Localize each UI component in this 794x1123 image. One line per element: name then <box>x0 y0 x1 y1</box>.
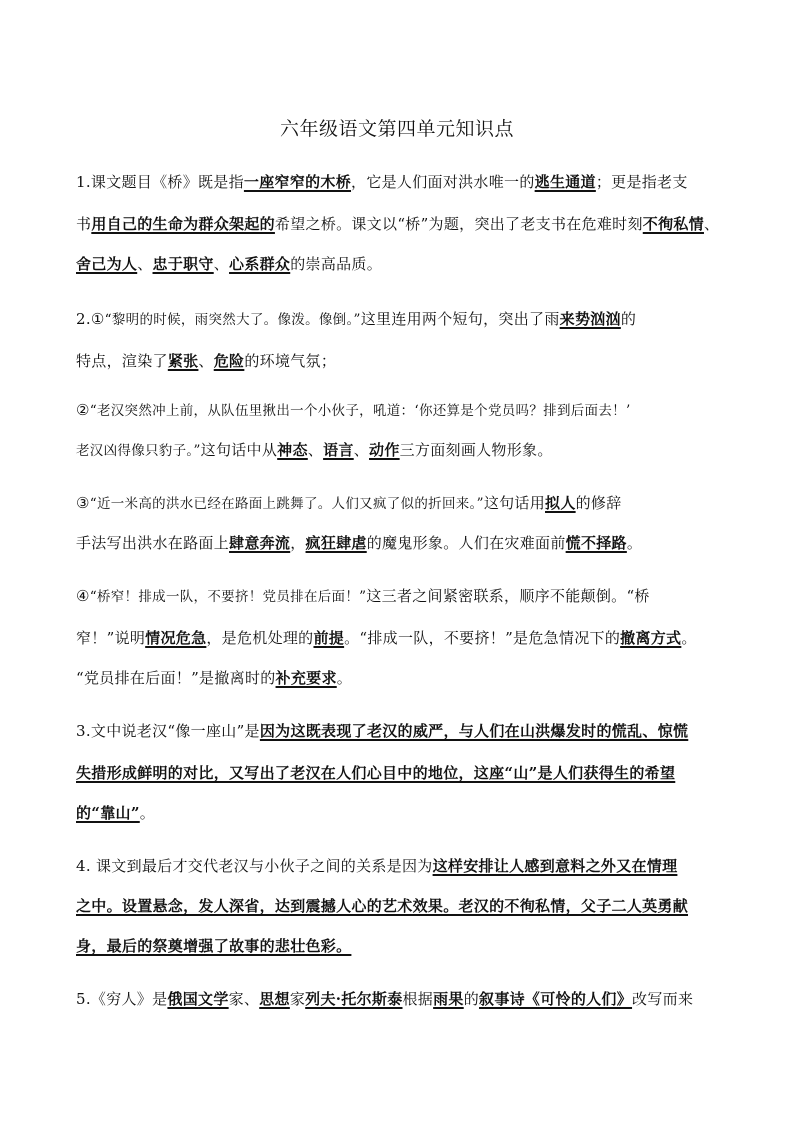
answer-key-text: 补充要求 <box>275 669 337 687</box>
text-segment: 的魔鬼形象。人们在灾难面前 <box>366 534 566 552</box>
text-line <box>76 855 726 877</box>
answer-key-text: 撤离方式 <box>620 629 682 647</box>
quoted-sentence: 老汉凶得像只豹子。” <box>76 443 201 459</box>
text-line <box>76 253 726 275</box>
quoted-sentence: “桥窄！排成一队，不要挤！党员排在后面！” <box>89 589 367 605</box>
text-segment: 书 <box>76 215 92 233</box>
answer-key-text: 文学 <box>198 990 229 1008</box>
text-segment: 家 <box>289 990 306 1008</box>
answer-key-text: 失措形成鲜明的对比，又写出了老汉在人们心目中的地位，这座“山”是人们获得生的希望 <box>76 764 676 782</box>
answer-key-text: 不徇私情 <box>642 215 704 233</box>
answer-key-text: 列夫·托尔斯泰 <box>305 990 403 1008</box>
quoted-sentence: “老汉突然冲上前，从队伍里揪出一个小伙子，吼道：‘你还算是个党员吗？排到后面去！’ <box>89 403 631 419</box>
text-segment: 3.文中说老汉“像一座山”是 <box>76 722 260 740</box>
text-segment: 的 <box>463 990 480 1008</box>
text-line <box>76 213 726 235</box>
answer-key-text: 之中。设置悬念，发人深省，达到震撼人心的艺术效果。老汉的不徇私情，父子二人英勇献 <box>76 897 689 915</box>
answer-key-text: 忠于职守 <box>152 255 214 273</box>
text-line <box>76 585 726 608</box>
text-segment: “党员排在后面！”是撤离时的 <box>76 669 276 687</box>
text-line <box>76 492 726 515</box>
text-segment: 希望之桥。课文以“桥”为题，突出了老支书在危难时刻 <box>274 215 643 233</box>
answer-key-text: 神态 <box>277 441 308 459</box>
text-segment: 、 <box>703 215 720 233</box>
answer-key-text: 舍己为人 <box>76 255 138 273</box>
text-segment: 的 <box>620 310 637 328</box>
answer-key-text: 慌不择路 <box>565 534 627 552</box>
text-segment: 4. 课文到最后才交代老汉与小伙子之间的关系是因为 <box>76 857 433 875</box>
text-line <box>76 439 726 462</box>
text-segment: 。 <box>626 534 643 552</box>
text-line <box>76 532 726 554</box>
text-segment: 手法写出洪水在路面上 <box>76 534 230 552</box>
answer-key-text: 前提 <box>313 629 345 647</box>
text-line <box>76 935 726 957</box>
text-segment: 。 <box>139 804 156 822</box>
answer-key-text: 俄国 <box>167 990 199 1008</box>
text-segment: 、 <box>213 255 230 273</box>
text-line <box>76 762 726 784</box>
answer-key-text: 因为这既表现了老汉的威严，与人们在山洪爆发时的慌乱、惊慌 <box>259 722 689 740</box>
text-segment: ③ <box>76 494 90 512</box>
answer-key-text: 思想 <box>259 990 290 1008</box>
text-line <box>76 171 726 193</box>
text-segment: 三方面刻画人物形象。 <box>399 441 553 459</box>
answer-key-text: 叙事诗《可怜的人们》 <box>479 990 633 1008</box>
text-segment: 特点，渲染了 <box>76 352 168 370</box>
text-segment: 、 <box>198 352 214 370</box>
answer-key-text: 的“靠山” <box>76 804 140 822</box>
answer-key-text: 拟人 <box>545 494 576 512</box>
answer-key-text: 逃生通道 <box>534 173 596 191</box>
text-segment: 。“排成一队，不要挤！”是危急情况下的 <box>344 629 621 647</box>
text-line <box>76 895 726 917</box>
text-segment: ④ <box>76 587 90 605</box>
text-segment: 这三者之间紧密联系，顺序不能颠倒。“桥 <box>366 587 650 605</box>
answer-key-text: 一座窄窄的木桥 <box>243 173 352 191</box>
text-segment: 、 <box>137 255 153 273</box>
text-segment: 的修辞 <box>575 494 622 512</box>
text-line <box>76 627 726 649</box>
answer-key-text: 疯狂肆虐 <box>305 534 367 552</box>
answer-key-text: 身，最后的祭奠增强了故事的悲壮色彩。 <box>76 937 352 955</box>
answer-key-text: 动作 <box>369 441 400 459</box>
text-segment: ，它是人们面对洪水唯一的 <box>351 173 535 191</box>
text-segment: 家、 <box>228 990 260 1008</box>
text-segment: ， <box>290 534 306 552</box>
text-line <box>76 350 726 372</box>
text-segment: 1.课文题目《桥》既是指 <box>76 173 244 191</box>
answer-key-text: 情况危急 <box>145 629 207 647</box>
text-segment: 。 <box>681 629 697 647</box>
text-segment: 窄！”说明 <box>76 629 146 647</box>
answer-key-text: 危险 <box>213 352 245 370</box>
text-line <box>76 988 726 1010</box>
answer-key-text: 这样安排让人感到意料之外又在情理 <box>432 857 678 875</box>
text-segment: 、 <box>353 441 370 459</box>
text-segment: ，是危机处理的 <box>206 629 314 647</box>
text-line <box>76 667 726 689</box>
answer-key-text: 来势汹汹 <box>559 310 621 328</box>
text-segment: ② <box>76 401 90 419</box>
text-segment: 5.《穷人》是 <box>76 990 168 1008</box>
text-line <box>76 720 726 742</box>
text-line <box>76 802 726 824</box>
answer-key-text: 用自己的生命为群众架起的 <box>91 215 275 233</box>
text-segment: 改写而来 <box>632 990 694 1008</box>
quoted-sentence: “黎明的时候，雨突然大了。像泼。像倒。” <box>104 312 361 328</box>
text-segment: 2.① <box>76 310 105 328</box>
text-segment: 根据 <box>402 990 434 1008</box>
text-segment: 。 <box>336 669 353 687</box>
text-segment: 、 <box>307 441 324 459</box>
text-line <box>76 308 726 331</box>
text-segment: 这句话中从 <box>200 441 278 459</box>
text-segment: 的环境气氛； <box>244 352 337 370</box>
text-segment: 这句话用 <box>483 494 546 512</box>
quoted-sentence: “近一米高的洪水已经在路面上跳舞了。人们又疯了似的折回来。” <box>89 496 484 512</box>
answer-key-text: 肆意奔流 <box>229 534 291 552</box>
answer-key-text: 雨果 <box>433 990 464 1008</box>
answer-key-text: 心系群众 <box>229 255 291 273</box>
text-segment: 这里连用两个短句，突出了雨 <box>360 310 560 328</box>
page-title: 六年级语文第四单元知识点 <box>279 118 514 140</box>
answer-key-text: 语言 <box>323 441 354 459</box>
text-segment: ；更是指老支 <box>595 173 688 191</box>
text-segment: 的崇高品质。 <box>290 255 383 273</box>
answer-key-text: 紧张 <box>167 352 199 370</box>
text-line <box>76 399 726 422</box>
